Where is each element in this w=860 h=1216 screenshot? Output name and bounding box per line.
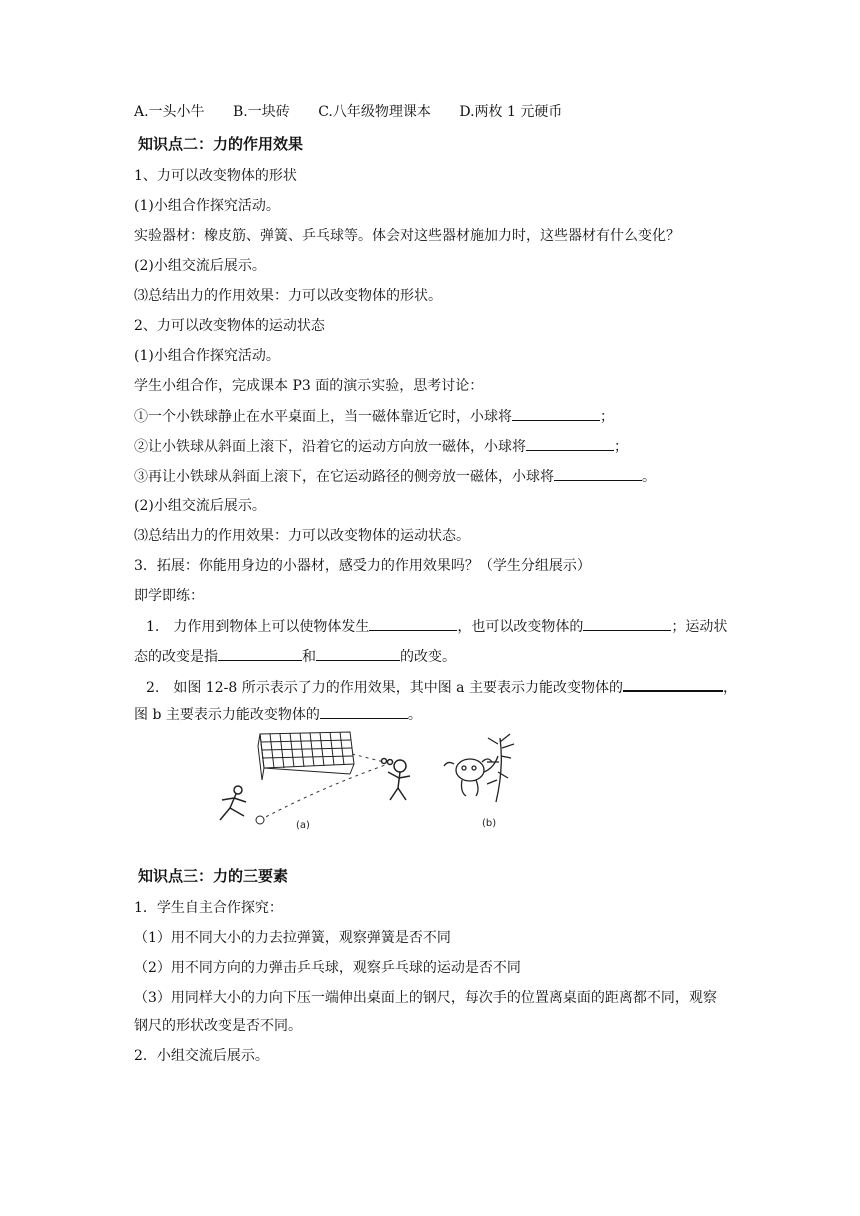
paragraph: （3）用同样大小的力向下压一端伸出桌面上的钢尺，每次手的位置离桌面的距离都不同，观察 bbox=[134, 990, 717, 1006]
kicking-player-figure bbox=[220, 786, 246, 820]
ball bbox=[256, 816, 264, 824]
answer-blank[interactable] bbox=[554, 466, 642, 481]
answer-blank[interactable] bbox=[316, 646, 400, 661]
paragraph: 实验器材：橡皮筋、弹簧、乒乓球等。体会对这些器材施加力时，这些器材有什么变化？ bbox=[134, 228, 680, 244]
figure-label-a: (a) bbox=[296, 820, 310, 831]
paragraph: (1)小组合作探究活动。 bbox=[134, 198, 280, 214]
paragraph: （2）用不同方向的力弹击乒乓球，观察乒乓球的运动是否不同 bbox=[134, 960, 521, 976]
header-player-figure bbox=[382, 759, 411, 801]
paragraph: (2)小组交流后展示。 bbox=[134, 258, 266, 274]
figure-label-b: (b) bbox=[482, 818, 497, 829]
animal-bamboo-drawing bbox=[444, 734, 514, 802]
answer-blank[interactable] bbox=[369, 616, 457, 631]
paragraph-cont: 钢尺的形状改变是否不同。 bbox=[134, 1018, 302, 1034]
paragraph: 2．小组交流后展示。 bbox=[134, 1048, 269, 1064]
exercise-1: 1. 力作用到物体上可以使物体发生 ，也可以改变物体的 ；运动状 bbox=[146, 616, 727, 637]
paragraph: 3．拓展：你能用身边的小器材，感受力的作用效果吗？（学生分组展示） bbox=[134, 558, 591, 574]
question-item: ①一个小铁球静止在水平桌面上，当一磁体靠近它时，小球将 ； bbox=[134, 406, 614, 427]
paragraph: （1）用不同大小的力去拉弹簧，观察弹簧是否不同 bbox=[134, 930, 451, 946]
force-effect-figure bbox=[200, 728, 540, 840]
answer-options bbox=[134, 102, 562, 122]
question-item: ③再让小铁球从斜面上滚下，在它运动路径的侧旁放一磁体，小球将 。 bbox=[134, 466, 656, 487]
paragraph: 1．学生自主合作探究： bbox=[134, 900, 283, 916]
subsection-title: 1、力可以改变物体的形状 bbox=[134, 168, 297, 184]
paragraph: 学生小组合作，完成课本 P3 面的演示实验，思考讨论： bbox=[134, 378, 484, 394]
exercise-1-cont: 态的改变是指 和 的改变。 bbox=[134, 646, 456, 667]
paragraph: (1)小组合作探究活动。 bbox=[134, 348, 280, 364]
goal-net-drawing bbox=[258, 732, 354, 780]
section-heading-kp2: 知识点二：力的作用效果 bbox=[138, 135, 304, 153]
exercise-2-cont: 图 b 主要表示力能改变物体的 。 bbox=[134, 704, 422, 725]
answer-blank[interactable] bbox=[623, 676, 723, 692]
paragraph: ⑶总结出力的作用效果：力可以改变物体的运动状态。 bbox=[134, 528, 470, 544]
question-item: ②让小铁球从斜面上滚下，沿着它的运动方向放一磁体，小球将 ； bbox=[134, 436, 628, 457]
option-c: C.八年级物理课本 bbox=[318, 104, 431, 120]
section-heading-kp3: 知识点三：力的三要素 bbox=[138, 867, 289, 885]
answer-blank[interactable] bbox=[218, 646, 302, 661]
answer-blank[interactable] bbox=[583, 616, 671, 631]
paragraph: (2)小组交流后展示。 bbox=[134, 498, 266, 514]
practice-label: 即学即练： bbox=[134, 588, 204, 604]
subsection-title: 2、力可以改变物体的运动状态 bbox=[134, 318, 325, 334]
option-a: A.一头小牛 bbox=[134, 104, 205, 120]
option-d: D.两枚 1 元硬币 bbox=[459, 104, 563, 120]
answer-blank[interactable] bbox=[512, 406, 600, 421]
exercise-2: 2. 如图 12-8 所示表示了力的作用效果，其中图 a 主要表示力能改变物体的 ， bbox=[146, 676, 737, 698]
answer-blank[interactable] bbox=[526, 436, 614, 451]
answer-blank[interactable] bbox=[320, 704, 408, 719]
paragraph: ⑶总结出力的作用效果：力可以改变物体的形状。 bbox=[134, 288, 442, 304]
option-b: B.一块砖 bbox=[233, 104, 290, 120]
